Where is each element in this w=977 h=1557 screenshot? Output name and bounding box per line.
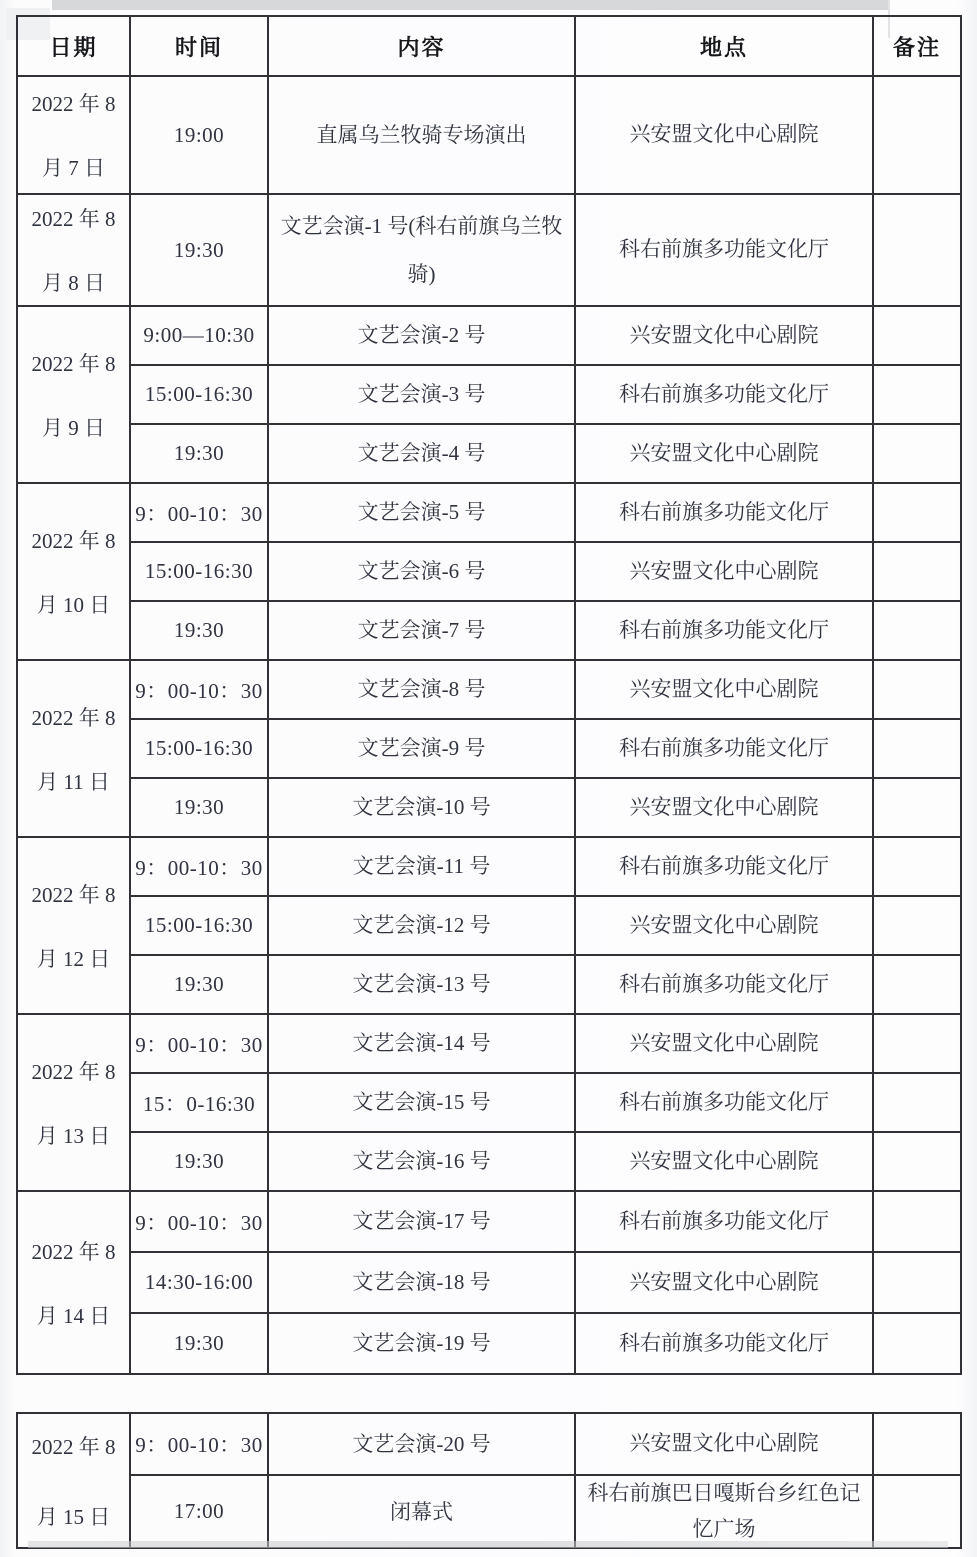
date-cell bbox=[17, 194, 130, 306]
table-row bbox=[17, 778, 961, 837]
content-cell: 文艺会演-20 号 bbox=[268, 1413, 575, 1475]
location-cell: 兴安盟文化中心剧院 bbox=[575, 1014, 873, 1073]
table-row bbox=[17, 365, 961, 424]
col-header-time: 时间 bbox=[130, 16, 268, 76]
date-cell bbox=[17, 660, 130, 837]
location-cell: 科右前旗多功能文化厅 bbox=[575, 1313, 873, 1374]
time-cell: 19:30 bbox=[130, 1313, 268, 1374]
note-cell bbox=[873, 1132, 961, 1191]
note-cell bbox=[873, 1191, 961, 1252]
content-cell: 文艺会演-1 号(科右前旗乌兰牧骑) bbox=[268, 194, 575, 306]
note-cell bbox=[873, 896, 961, 955]
note-cell bbox=[873, 955, 961, 1014]
time-cell: 19:30 bbox=[130, 194, 268, 306]
location-cell: 科右前旗多功能文化厅 bbox=[575, 483, 873, 542]
content-cell: 文艺会演-10 号 bbox=[268, 778, 575, 837]
time-cell: 15：0-16:30 bbox=[130, 1073, 268, 1132]
table-row bbox=[17, 76, 961, 194]
date-cell bbox=[17, 306, 130, 483]
content-cell: 文艺会演-3 号 bbox=[268, 365, 575, 424]
table-row bbox=[17, 1132, 961, 1191]
date-cell bbox=[17, 483, 130, 660]
location-cell: 科右前旗多功能文化厅 bbox=[575, 1073, 873, 1132]
content-cell: 文艺会演-16 号 bbox=[268, 1132, 575, 1191]
note-cell bbox=[873, 424, 961, 483]
content-cell: 文艺会演-9 号 bbox=[268, 719, 575, 778]
scan-top-strip bbox=[52, 0, 888, 10]
location-cell: 兴安盟文化中心剧院 bbox=[575, 1252, 873, 1313]
table-row bbox=[17, 306, 961, 365]
note-cell bbox=[873, 194, 961, 306]
content-cell: 直属乌兰牧骑专场演出 bbox=[268, 76, 575, 194]
table-row bbox=[17, 1191, 961, 1252]
time-cell: 9：00-10：30 bbox=[130, 660, 268, 719]
table-row bbox=[17, 1413, 961, 1475]
content-cell: 闭幕式 bbox=[268, 1475, 575, 1548]
time-cell: 19:30 bbox=[130, 778, 268, 837]
time-cell: 9：00-10：30 bbox=[130, 1191, 268, 1252]
schedule-table-aug15 bbox=[16, 1412, 962, 1549]
time-cell: 19:00 bbox=[130, 76, 268, 194]
note-cell bbox=[873, 778, 961, 837]
note-cell bbox=[873, 601, 961, 660]
note-cell bbox=[873, 660, 961, 719]
time-cell: 17:00 bbox=[130, 1475, 268, 1548]
time-cell: 9：00-10：30 bbox=[130, 1014, 268, 1073]
location-cell: 科右前旗多功能文化厅 bbox=[575, 719, 873, 778]
scan-bottom-shadow bbox=[28, 1541, 948, 1548]
table-row bbox=[17, 483, 961, 542]
date-cell bbox=[17, 76, 130, 194]
content-cell: 文艺会演-12 号 bbox=[268, 896, 575, 955]
time-cell: 19:30 bbox=[130, 601, 268, 660]
content-cell: 文艺会演-13 号 bbox=[268, 955, 575, 1014]
content-cell: 文艺会演-14 号 bbox=[268, 1014, 575, 1073]
time-cell: 9:00—10:30 bbox=[130, 306, 268, 365]
content-cell: 文艺会演-8 号 bbox=[268, 660, 575, 719]
col-header-content: 内容 bbox=[268, 16, 575, 76]
content-cell: 文艺会演-5 号 bbox=[268, 483, 575, 542]
location-cell: 兴安盟文化中心剧院 bbox=[575, 542, 873, 601]
date-line2: 月 13 日 bbox=[36, 1123, 111, 1148]
date-line2: 月 8 日 bbox=[42, 271, 105, 295]
time-cell: 9：00-10：30 bbox=[130, 1413, 268, 1475]
location-cell: 兴安盟文化中心剧院 bbox=[575, 1132, 873, 1191]
location-cell: 科右前旗巴日嘎斯台乡红色记忆广场 bbox=[575, 1475, 873, 1548]
content-cell: 文艺会演-17 号 bbox=[268, 1191, 575, 1252]
note-cell bbox=[873, 306, 961, 365]
content-cell: 文艺会演-7 号 bbox=[268, 601, 575, 660]
location-cell: 兴安盟文化中心剧院 bbox=[575, 1413, 873, 1475]
table-row bbox=[17, 1252, 961, 1313]
note-cell bbox=[873, 483, 961, 542]
time-cell: 19:30 bbox=[130, 955, 268, 1014]
location-cell: 兴安盟文化中心剧院 bbox=[575, 306, 873, 365]
note-cell bbox=[873, 1313, 961, 1374]
date-cell bbox=[17, 1191, 130, 1374]
table-row bbox=[17, 955, 961, 1014]
location-cell: 兴安盟文化中心剧院 bbox=[575, 660, 873, 719]
location-cell: 科右前旗多功能文化厅 bbox=[575, 601, 873, 660]
location-cell: 科右前旗多功能文化厅 bbox=[575, 365, 873, 424]
date-line2: 月 11 日 bbox=[37, 769, 110, 794]
time-cell: 9：00-10：30 bbox=[130, 837, 268, 896]
table-row bbox=[17, 837, 961, 896]
date-line1: 2022 年 8 bbox=[31, 1239, 116, 1264]
table-row bbox=[17, 719, 961, 778]
table-row bbox=[17, 1073, 961, 1132]
date-line2: 月 15 日 bbox=[36, 1504, 111, 1529]
time-cell: 9：00-10：30 bbox=[130, 483, 268, 542]
col-header-date: 日期 bbox=[17, 16, 130, 76]
table-row bbox=[17, 194, 961, 306]
date-line2: 月 10 日 bbox=[36, 592, 111, 617]
content-cell: 文艺会演-15 号 bbox=[268, 1073, 575, 1132]
note-cell bbox=[873, 76, 961, 194]
date-line1: 2022 年 8 bbox=[31, 351, 116, 376]
content-cell: 文艺会演-18 号 bbox=[268, 1252, 575, 1313]
date-line1: 2022 年 8 bbox=[31, 207, 116, 231]
note-cell bbox=[873, 542, 961, 601]
location-cell: 科右前旗多功能文化厅 bbox=[575, 1191, 873, 1252]
date-line1: 2022 年 8 bbox=[31, 882, 116, 907]
table-row bbox=[17, 601, 961, 660]
location-cell: 科右前旗多功能文化厅 bbox=[575, 194, 873, 306]
note-cell bbox=[873, 365, 961, 424]
content-cell: 文艺会演-6 号 bbox=[268, 542, 575, 601]
table-row bbox=[17, 896, 961, 955]
note-cell bbox=[873, 1475, 961, 1548]
note-cell bbox=[873, 1252, 961, 1313]
header-row bbox=[17, 16, 961, 76]
table-row bbox=[17, 542, 961, 601]
content-cell: 文艺会演-4 号 bbox=[268, 424, 575, 483]
location-cell: 兴安盟文化中心剧院 bbox=[575, 896, 873, 955]
date-cell bbox=[17, 1014, 130, 1191]
date-cell bbox=[17, 1413, 130, 1548]
time-cell: 14:30-16:00 bbox=[130, 1252, 268, 1313]
date-line1: 2022 年 8 bbox=[31, 1434, 116, 1459]
location-cell: 兴安盟文化中心剧院 bbox=[575, 76, 873, 194]
date-line1: 2022 年 8 bbox=[31, 705, 116, 730]
table-row bbox=[17, 1313, 961, 1374]
time-cell: 15:00-16:30 bbox=[130, 542, 268, 601]
schedule-table-main bbox=[16, 15, 962, 1375]
content-cell: 文艺会演-19 号 bbox=[268, 1313, 575, 1374]
note-cell bbox=[873, 1014, 961, 1073]
time-cell: 15:00-16:30 bbox=[130, 719, 268, 778]
date-line2: 月 12 日 bbox=[36, 946, 111, 971]
location-cell: 兴安盟文化中心剧院 bbox=[575, 424, 873, 483]
location-cell: 科右前旗多功能文化厅 bbox=[575, 837, 873, 896]
note-cell bbox=[873, 1413, 961, 1475]
table-row bbox=[17, 424, 961, 483]
content-cell: 文艺会演-11 号 bbox=[268, 837, 575, 896]
table-row bbox=[17, 660, 961, 719]
note-cell bbox=[873, 837, 961, 896]
location-cell: 兴安盟文化中心剧院 bbox=[575, 778, 873, 837]
content-cell: 文艺会演-2 号 bbox=[268, 306, 575, 365]
note-cell bbox=[873, 719, 961, 778]
date-line2: 月 9 日 bbox=[42, 415, 105, 440]
time-cell: 15:00-16:30 bbox=[130, 896, 268, 955]
time-cell: 19:30 bbox=[130, 424, 268, 483]
table-row bbox=[17, 1014, 961, 1073]
date-line2: 月 7 日 bbox=[42, 156, 105, 180]
time-cell: 15:00-16:30 bbox=[130, 365, 268, 424]
date-line1: 2022 年 8 bbox=[31, 92, 116, 116]
date-line2: 月 14 日 bbox=[36, 1303, 111, 1328]
note-cell bbox=[873, 1073, 961, 1132]
date-cell bbox=[17, 837, 130, 1014]
location-cell: 科右前旗多功能文化厅 bbox=[575, 955, 873, 1014]
date-line1: 2022 年 8 bbox=[31, 1059, 116, 1084]
time-cell: 19:30 bbox=[130, 1132, 268, 1191]
col-header-location: 地点 bbox=[575, 16, 873, 76]
table-row bbox=[17, 1475, 961, 1548]
date-line1: 2022 年 8 bbox=[31, 528, 116, 553]
col-header-note: 备注 bbox=[873, 16, 961, 76]
